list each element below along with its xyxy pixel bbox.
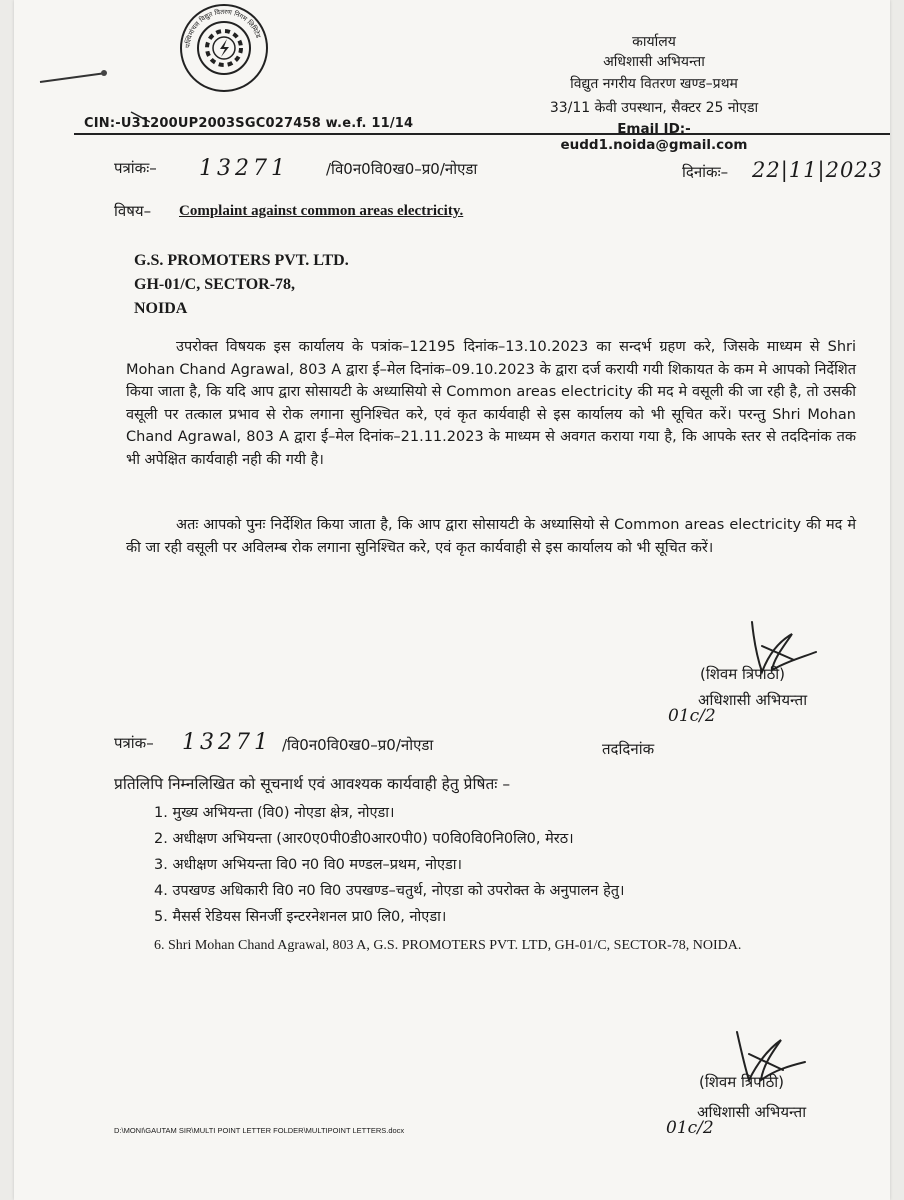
- copy-handwritten-initials: 01c/2: [666, 1118, 714, 1138]
- copy-signatory-name: (शिवम त्रिपाठी): [699, 1073, 785, 1091]
- copy-item: 2. अधीक्षण अभियन्ता (आर0ए0पी0डी0आर0पी0) प0वि0वि0नि0लि0, मेरठ।: [154, 831, 574, 847]
- handwritten-initials: 01c/2: [668, 706, 716, 726]
- copy-item: 6. Shri Mohan Chand Agrawal, 803 A, G.S. PROMOTERS PVT. LTD, GH-01/C, SECTOR-78, NOIDA.: [154, 938, 742, 953]
- copy-heading: प्रतिलिपि निम्नलिखित को सूचनार्थ एवं आवश्यक कार्यवाही हेतु प्रेषितः –: [114, 775, 511, 793]
- file-path-footer: D:\MONI\GAUTAM SIR\MULTI POINT LETTER FOLDER\MULTIPOINT LETTERS.docx: [114, 1126, 405, 1135]
- copy-item: 4. उपखण्ड अधिकारी वि0 न0 वि0 उपखण्ड–चतुर्थ, नोएडा को उपरोक्त के अनुपालन हेतु।: [154, 883, 625, 899]
- subject-label: विषय–: [114, 202, 152, 220]
- date-value: 22|11|2023: [752, 158, 884, 182]
- copy-item: 3. अधीक्षण अभियन्ता वि0 न0 वि0 मण्डल–प्रथम, नोएडा।: [154, 857, 463, 873]
- date-label: दिनांकः–: [682, 163, 729, 181]
- ref-label: पत्रांकः–: [114, 159, 157, 177]
- signatory-name: (शिवम त्रिपाठी): [700, 665, 786, 683]
- copy-ref-suffix: /वि0न0वि0ख0–प्र0/नोएडा: [282, 736, 434, 754]
- copy-item: 5. मैसर्स रेडियस सिनर्जी इन्टरनेशनल प्रा0 लि0, नोएडा।: [154, 909, 447, 925]
- copy-date: तददिनांक: [602, 740, 655, 758]
- copy-ref-label: पत्रांक–: [114, 734, 154, 752]
- ref-suffix: /वि0न0वि0ख0–प्र0/नोएडा: [326, 160, 478, 178]
- stapler-pin-mark: [38, 70, 108, 84]
- letter-page: [14, 0, 890, 1200]
- office-line-1: कार्यालय: [632, 34, 676, 50]
- copy-ref-number: 13271: [182, 730, 272, 755]
- office-line-3: विद्युत नगरीय वितरण खण्ड–प्रथम: [570, 76, 738, 92]
- office-line-2: अधिशासी अभियन्ता: [603, 54, 705, 70]
- ref-number: 13271: [199, 156, 289, 181]
- addressee-line-3: NOIDA: [134, 300, 188, 317]
- office-email: Email ID:-eudd1.noida@gmail.com: [560, 121, 748, 153]
- addressee-line-1: G.S. PROMOTERS PVT. LTD.: [134, 252, 349, 269]
- addressee-line-2: GH-01/C, SECTOR-78,: [134, 276, 296, 293]
- body-paragraph-1: उपरोक्त विषयक इस कार्यालय के पत्रांक–12195 दिनांक–13.10.2023 का सन्दर्भ ग्रहण करे, जिसके माध्यम से Shri Mohan Chand Agrawal, 803 A द्वारा ई–मेल दिनांक–09.10.2023 के द्वारा दर्ज करायी गयी शिकायत के कम मे आपको निर्देशित किया जाता है, कि यदि आप द्वारा सोसायटी के अध्यासियो से Common areas electricity की मद मे वसूली की जा रही है, तो उसकी वसूली पर तत्काल प्रभाव से रोक लगाना सुनिश्चित करे, एवं कृत कार्यवाही से इस कार्यालय को भी सूचित करें। परन्तु Shri Mohan Chand Agrawal, 803 A द्वारा ई–मेल दिनांक–21.11.2023 के माध्यम से अवगत कराया गया है, कि आपके स्तर से तददिनांक तक भी अपेक्षित कार्यवाही नही की गयी है।: [126, 339, 856, 468]
- office-line-4: 33/11 केवी उपस्थान, सैक्टर 25 नोएडा: [549, 100, 759, 116]
- logo-ring-text: पश्चिमांचल विद्युत वितरण निगम लिमिटेड: [183, 7, 263, 49]
- copy-signatory-title: अधिशासी अभियन्ता: [697, 1103, 807, 1121]
- body-paragraph-2: अतः आपको पुनः निर्देशित किया जाता है, कि आप द्वारा सोसायटी के अध्यासियो से Common areas electricity की मद मे की जा रही वसूली पर अविलम्ब रोक लगाना सुनिश्चित करे, एवं कृत कार्यवाही से इस कार्यालय को भी सूचित करें।: [126, 517, 856, 556]
- signatory-title: अधिशासी अभियन्ता: [698, 691, 808, 709]
- copy-item: 1. मुख्य अभियन्ता (वि0) नोएडा क्षेत्र, नोएडा।: [154, 805, 395, 821]
- cin-number: CIN:-U31200UP2003SGC027458 w.e.f. 11/14: [84, 116, 414, 131]
- subject-text: Complaint against common areas electricity.: [179, 203, 464, 219]
- company-logo: [178, 2, 270, 94]
